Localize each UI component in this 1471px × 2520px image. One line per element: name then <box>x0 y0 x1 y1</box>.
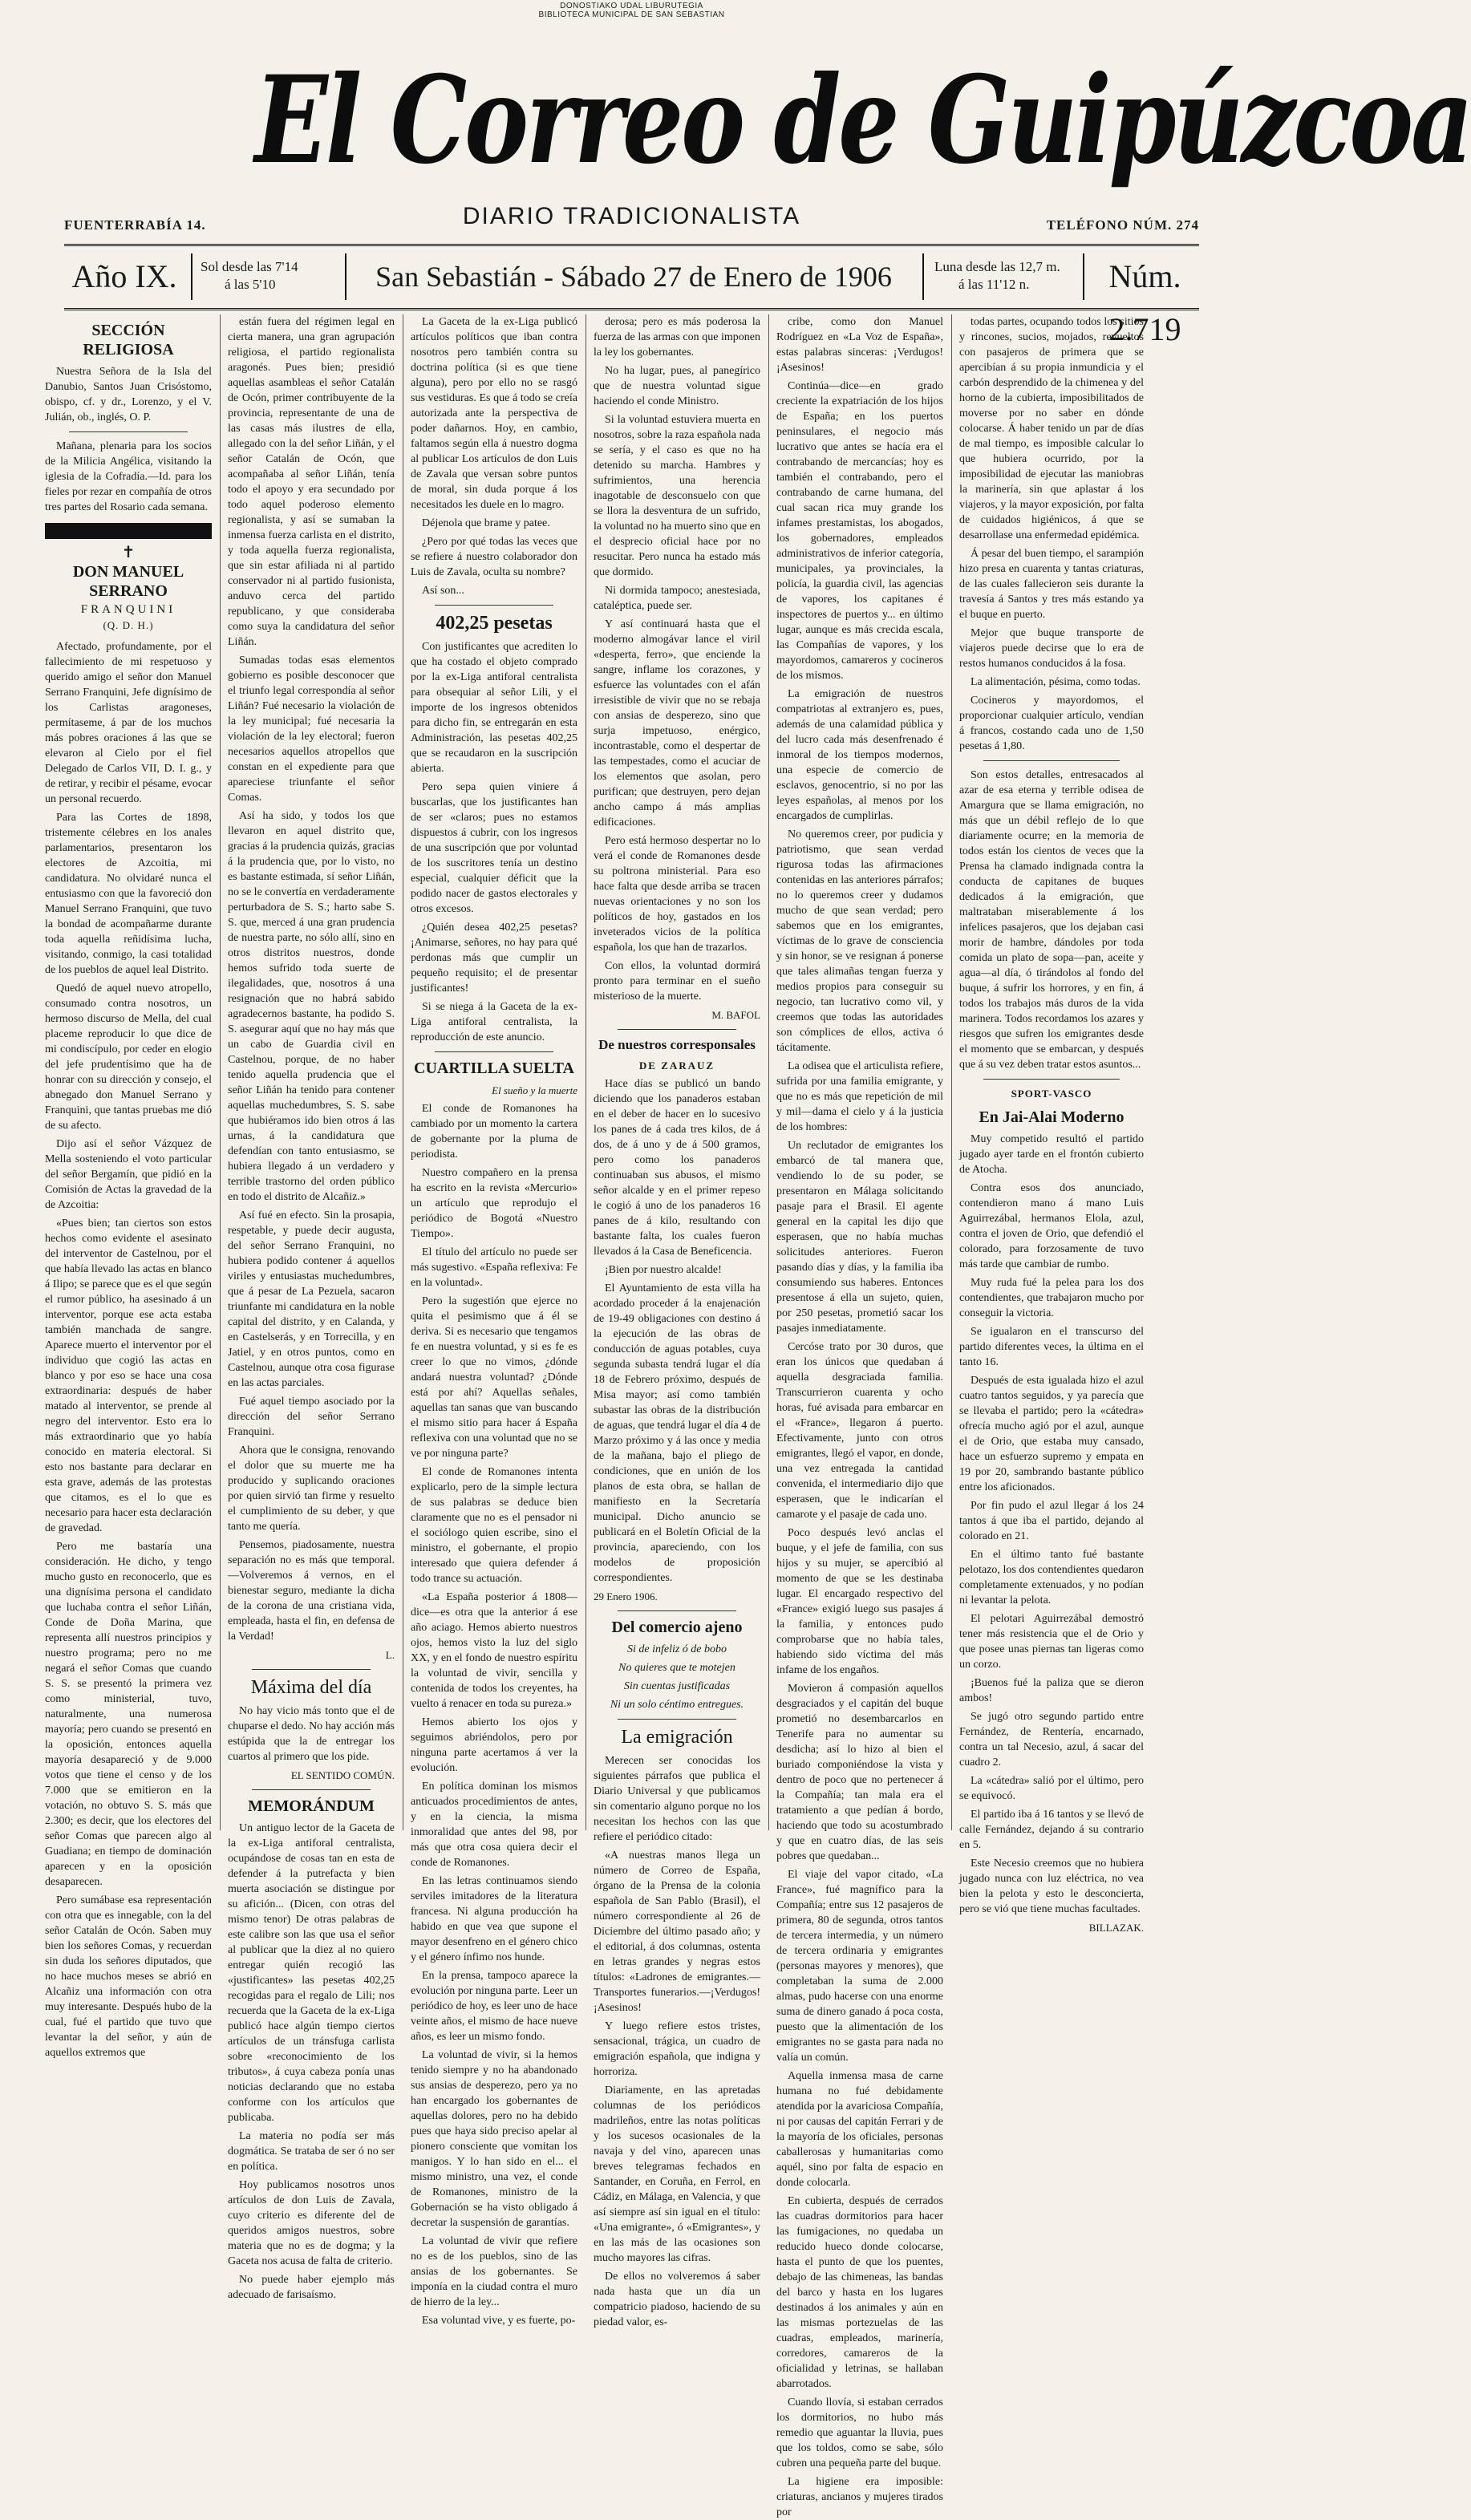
paragraph: La voluntad de vivir, si la hemos tenido siempre y no ha abandonado sus ansias de desperezo, pero ya no han encargado los gobernantes de aquellas dolores, pero no ha debido pues que haya sido preciso apelar al pionero consciente que vomitan los manigos. Y lo han sido en el... el mismo ministro, una vez, el conde de Romanones, ministro de la Gobernación se ha visto obligado á decretar la suspensión de garantías. <box>411 2049 577 2229</box>
archive-stamp-line2: BIBLIOTECA MUNICIPAL DE SAN SEBASTIAN <box>538 10 725 19</box>
column-4 <box>594 314 760 2328</box>
divider <box>345 253 346 300</box>
paragraph: Quedó de aquel nuevo atropello, consumado contra nosotros, un hermoso discurso de Mella, del cual placeme reproducir lo que dice de mi condiscípulo, por ceder en elogio del jefe prudentísimo que ha de honrar con su dirección y consejo, el abnegado don Manuel Serrano y Franquini, que tantas pruebas me dió de su afecto. <box>45 982 212 1132</box>
paragraph: Ahora que le consigna, renovando el dolor que su muerte me ha producido y suplicando oraciones por quien sirvió tan firme y resuelto el cumplimiento de su deber, y que tanto me quería. <box>228 1444 395 1533</box>
year: Año IX. <box>71 258 177 294</box>
archive-stamp <box>0 2 1263 19</box>
column-6 <box>959 314 1144 1934</box>
column-3 <box>411 314 578 2327</box>
paragraph: Hemos abierto los ojos y seguimos abriéndolos, pero por ninguna parte acertamos á ver la evolución. <box>411 1716 577 1774</box>
paragraph: ¡Buenos fué la paliza que se dieron ambos! <box>959 1677 1144 1704</box>
column-5 <box>776 314 943 2518</box>
paragraph: «Pues bien; tan ciertos son estos hechos como evidente el asesinato del interventor de Castelnou, por el que había llevado las actas en blanco á Ilipo; se parece que es el que según el rumor público, ha asesinado á un interventor, porque ese acta estaba también manchada de sangre. Aparece muerto el interventor por el individuo que cogió las actas en blanco y por eso se hace una cosa extraordinaria: después de haber matado al interventor, se prende al negro del interventor. Esto era lo más extraordinario que yo había conocido en materia electoral. Si esto nos bastante para declarar en esta grave, además de las protestas que citamos, es el lo que es necesario para hacer esta declaración de gravedad. <box>45 1217 212 1534</box>
paragraph: Nuestra Señora de la Isla del Danubio, Santos Juan Crisóstomo, obispo, cf. y dr., Lorenzo, y el V. Julián, ob., inglés, O. P. <box>45 366 212 423</box>
separator <box>618 1719 736 1720</box>
paragraph: Aquella inmensa masa de carne humana no fué debidamente atendida por la avariciosa Compañía, ni por causas del capitán Ferrari y de la mayoría de los oficiales, personas caballerosas y humanitarias como aquél, sino por falta de espacio en donde colocarla. <box>776 2070 943 2189</box>
subheading: DE ZARAUZ <box>638 1059 715 1072</box>
paragraph: Pero está hermoso despertar no lo verá el conde de Romanones desde su poltrona ministerial. Para eso hace falta que desde arriba se tracen nuevas orientaciones y no son los políticos de hoy, gastados en los inveterados vicios de la política española, los que han de trazarlos. <box>594 835 760 954</box>
paragraph: No hay vicio más tonto que el de chuparse el dedo. No hay acción más estúpida que la de entregar los cuartos al primero que los pide. <box>228 1705 395 1763</box>
paragraph: Y luego refiere estos tristes, sensacional, trágica, un cuadro de emigración española, que indigna y horroriza. <box>594 2020 760 2078</box>
paragraph: No ha lugar, pues, al panegírico que de nuestra voluntad sigue haciendo el conde Ministro. <box>594 365 760 407</box>
paragraph: Pero la sugestión que ejerce no quita el pesimismo que á él se deriva. Si es necesario que tengamos fe en nuestra voluntad, y si es fe es creer lo que no vimos, ¿dónde andará nuestra voluntad? ¿Dónde está por ahí? Aquellas señales, aquellas tan sanas que van buscando el mismo sitio para hacer á España reflexiva con una voluntad que no se ve por ninguna parte? <box>411 1295 577 1460</box>
paragraph: La alimentación, pésima, como todas. <box>971 676 1141 688</box>
paragraph: No puede haber ejemplo más adecuado de farisaísmo. <box>228 2274 395 2301</box>
paragraph: Y así continuará hasta que el moderno almogávar lance el viril «desperta, ferro», que enciende la sangre, inflame los corazones, y esfuerce las voluntades con el afán irresistible de vivir que no se rebaja con ansias de desperezo, sino que surja impetuoso, enérgico, incontrastable, como el despertar de las tempestades, como el acuciar de los elementos que asolan, pero purifican; que destruyen, pero dejan ancho campo á más amplias edificaciones. <box>594 618 760 829</box>
archive-stamp-line1: DONOSTIAKO UDAL LIBURUTEGIA <box>560 2 703 10</box>
subheading: El sueño y la muerte <box>492 1084 577 1096</box>
masthead-title: El Correo de Guipúzcoa <box>254 50 1471 191</box>
paragraph: Pero me bastaría una consideración. He dicho, y tengo mucho gusto en reconocerlo, que es una dignísima persona el candidato que luchaba contra el señor Liñán, Conde de Doña Marina, que representa allí nuestros principios y nuestro programa; pero no me negará el señor Comas que cuando S. S. se presentó la primera vez como ministerial, tuvo, naturalmente, una numerosa mayoría; pero cuando se presentó en la oposición, entonces aquella mayoría desapareció y de 9.000 votos que tiene el censo y de los 7.000 que se emitieron en la votación, no obtuvo S. S. más que 2.300; es decir, que los electores del señor Comas que parecen algo al Guadiana; en tiempo de dominación aparecen y en la oposición desaparecen. <box>45 1541 212 1888</box>
phone: TELÉFONO NÚM. 274 <box>1046 217 1199 233</box>
paragraph: La «cátedra» salió por el último, pero se equivocó. <box>959 1775 1144 1802</box>
separator <box>618 1029 736 1030</box>
paragraph: Pensemos, piadosamente, nuestra separación no es más que temporal.—Volveremos á vernos, en el bienestar seguro, mediante la dicha de la corona de una cristiana vida, empleada, hasta el fin, en defensa de la Verdad! <box>228 1539 395 1643</box>
paragraph: Afectado, profundamente, por el fallecimiento de mi respetuoso y querido amigo el señor don Manuel Serrano Franquini, Jefe dignísimo de los Carlistas aragoneses, permítaseme, á par de los muchos más pobres oraciones á las que se elevaron al Cielo por el fiel Delegado de Carlos VII, D. I. g., y de retirar, y recibir el pésame, evocar un personal recuerdo. <box>45 641 212 805</box>
top-rule <box>64 244 1199 246</box>
paragraph: Así ha sido, y todos los que llevaron en aquel distrito que, gracias á la prudencia quizás, gracias á la prudencia que, por lo visto, no es bastante estimada, sí señor Liñán, no se le convertía en verdaderamente perturbadora de S. S.; harto sabe S. S. que, merced á una gran prudencia de nuestra parte, no sólo allí, sino en otros distritos nuestros, donde hemos sufrido toda suerte de ilegalidades, que, nosotros á una resignación que no habrá sabido agradecernos bastante, ha podido S. S. asegurar aquí que no hay más que un cabo de Guardia civil en Castelnou, porque, de no haber tenido aquella prudencia que el señor Liñán ha tenido para contener aquellas muchedumbres, S. S. sabe que hubiéramos ido bien otros á las urnas, á la candidatura que defendían con tanto entusiasmo, se hubiera llegado á un verdadero y terrible trastorno del orden público en todo el distrito de Alcañiz.» <box>228 810 395 1203</box>
paragraph: Merecen ser conocidas los siguientes párrafos que publica el Diario Universal y que publicamos sin comentario alguno porque no los necesitan los hechos con las que refiere el periódico citado: <box>594 1755 760 1843</box>
paragraph: Por fin pudo el azul llegar á los 24 tantos á que iba el partido, dejando al colorado en 21. <box>959 1500 1144 1542</box>
section-heading-religion: SECCIÓN RELIGIOSA <box>83 322 174 359</box>
paragraph: En las letras continuamos siendo serviles imitadores de la literatura francesa. Ni alguna producción ha habido en que vea que supone el mayor desenfreno en el género chico y el género ínfimo nos hunde. <box>411 1875 577 1963</box>
separator <box>983 1079 1120 1080</box>
paragraph: Este Necesio creemos que no hubiera jugado nunca con luz eléctrica, no vea bien la pelota y esto le desconcierta, pero se vió que tiene muchas facultades. <box>959 1858 1144 1915</box>
dateline-small: 29 Enero 1906. <box>594 1590 658 1602</box>
paragraph: Se igualaron en el transcurso del partido diferentes veces, la última en el tanto 16. <box>959 1326 1144 1368</box>
heading-corresponsales: De nuestros corresponsales <box>598 1037 756 1052</box>
obituary-rip: (Q. D. H.) <box>103 619 154 631</box>
heading-maxima: Máxima del día <box>250 1677 372 1698</box>
paragraph: El partido iba á 16 tantos y se llevó de calle Fernández, dejando á su contrario en 5. <box>959 1809 1144 1851</box>
paragraph: Poco después levó anclas el buque, y el jefe de familia, con sus hijos y su mujer, se apercibió al momento de que se les destinaba lugar. El encargado respectivo del «France» exigió luego sus pasajes á la familia, y entonces pudo comprobarse que no había tales, habiendo sido víctima del más infame de los engaños. <box>776 1527 943 1676</box>
paragraph: Con justificantes que acrediten lo que ha costado el objeto comprado por la ex-Liga antiforal centralista para obsequiar al señor Lili, y el importe de los ingresos obtenidos para dicho fin, se entregarán en esta Administración, las pesetas 402,25 que se recaudaron en la suscripción abierta. <box>411 641 577 775</box>
verse-line: Ni un solo céntimo entregues. <box>610 1699 744 1711</box>
paragraph: El conde de Romanones ha cambiado por un momento la cartera de gobernante por la pluma de periodista. <box>411 1103 577 1161</box>
paragraph: Para las Cortes de 1898, tristemente célebres en los anales parlamentarios, presentaron los electores de Azcoitia, mi candidatura. No olvidaré nunca el entusiasmo con que la favoreció don Manuel Serrano Franquini, que tuvo la bondad de acompañarme durante toda aquella reñidísima lucha, visitando, conmigo, la casi totalidad de los pueblos de aquel leal Distrito. <box>45 812 212 976</box>
paragraph: Esa voluntad vive, y es fuerte, po- <box>422 2315 576 2327</box>
paragraph: Así fué en efecto. Sin la prosapia, respetable, y puede decir augusta, del señor Serrano Franquini, no hubiera podido contener á aquellos viriles y entusiastas muchedumbres, que á pesar de La Pezuela, sacaron triunfante mi candidatura en la noble capital del distrito, y en Calanda, y en Castelserás, y en Torrecilla, y en Jatiel, y en otros puntos, como en Castelnou, aunque otra cosa figurase en las actas parciales. <box>228 1209 395 1389</box>
paragraph: Con ellos, la voluntad dormirá pronto para terminar en el sueño misterioso de la muerte. <box>594 960 760 1003</box>
signature: BILLAZAK. <box>1088 1922 1144 1934</box>
paragraph: El conde de Romanones intenta explicarlo, pero de la simple lectura de sus palabras se deduce bien claramente que no es el pensador ni el sociólogo quien escribe, sino el ministro, el gobernante, el propio interesado que quiera defender á todo trance su actuación. <box>411 1466 577 1585</box>
paragraph: Muy ruda fué la pelea para los dos contendientes, que trabajaron mucho por conseguir la victoria. <box>959 1277 1144 1319</box>
address: FUENTERRABÍA 14. <box>64 217 206 233</box>
divider <box>922 253 924 300</box>
column-rule <box>220 314 221 1830</box>
column-2 <box>228 314 395 2301</box>
paragraph: Hace días se publicó un bando diciendo que los panaderos estaban en el deber de hacer en lo sucesivo los panes de á cada tres kilos, de á dos, de á uno y de á 500 gramos, pero como los panaderos continuaban sus abusos, el mismo señor alcalde y en el primer repeso le cogió á uno de los panaderos 16 panes de á kilo, resultando con bastante falta, los cuales fueron llevados á la Casa de Beneficencia. <box>594 1078 760 1258</box>
paragraph: El pelotari Aguirrezábal demostró tener más resistencia que el de Orio y que posee unas piernas tan ligeras como un corzo. <box>959 1613 1144 1671</box>
obituary-name: DON MANUEL SERRANO <box>72 563 184 600</box>
paragraph: La voluntad de vivir que refiere no es de los pueblos, sino de las ansias de los gobernantes. Se imponía en la ciudad contra el muro de hierro de la ley... <box>411 2235 577 2308</box>
sun-line2: á las 5'10 <box>225 277 276 292</box>
paragraph: Déjenola que brame y patee. <box>422 517 550 529</box>
section-sport: SPORT-VASCO <box>1011 1088 1092 1100</box>
paragraph: La materia no podía ser más dogmática. Se trataba de ser ó no ser en política. <box>228 2130 395 2173</box>
sun-line1: Sol desde las 7'14 <box>201 259 298 274</box>
column-rule <box>951 314 952 1830</box>
heading-memorandum: MEMORÁNDUM <box>248 1797 375 1815</box>
paragraph: Contra esos dos anunciado, contendieron mano á mano Luis Aguirrezábal, hermanos Elola, azul, contra el joven de Orio, que defendió el colorado, para forzosamente de tuvo más tarde que cambiar de rumbo. <box>959 1182 1144 1270</box>
paragraph: cribe, como don Manuel Rodríguez en «La Voz de España», estas palabras sinceras: ¡Verdugos! ¡Asesinos! <box>776 316 943 374</box>
dateline: San Sebastián - Sábado 27 de Enero de 1906 <box>375 261 892 293</box>
paragraph: Dijo así el señor Vázquez de Mella sosteniendo el voto particular del señor Bergamín, que pidió en la Comisión de Actas la gravedad de la de Azcoitia: <box>45 1138 212 1211</box>
paragraph: Continúa—dice—en grado creciente la expatriación de los hijos de España; en los puertos peninsulares, el negocio más lucrativo que antes se hacía era el contrabando de mercancías; hoy es también el contrabando, pero el contrabando de carne humana, del cual sacan rica muy grande los infames prestamistas, los abogados, los gobernadores, empleados administrativos de inferior categoría, municipales, ya provinciales, la policía, la guardia civil, las agencias de vapores, los capitanes é inspectores de puertos y... en último lugar, aunque es más crecida escala, las Compañías de vapores, y los mayordomos, camareros y cocineros de los mismos. <box>776 380 943 682</box>
paragraph: Un antiguo lector de la Gaceta de la ex-Liga antiforal centralista, ocupándose de cosas tan en esta de defender á la putrefacta y bien muerta asociación se distingue por su afición... (Dicen, con otras del mismo tenor) De otras palabras de este calibre son las que usa el señor al publicar que la diez al no quiero entregar quién recogió las «justificantes» las pesetas 402,25 recogidas para el regalo de Lili; nos recuerda que la Gaceta de la ex-Liga publicó hace algún tiempo ciertos artículos de un tránsfuga carlista sobre «reconocimiento de los tributos», á cuya cabeza ponía unas noticias declarando que no estaba conforme con los artículos que publicaba. <box>228 1822 395 2124</box>
separator <box>435 1051 553 1052</box>
paragraph: Ni dormida tampoco; anestesiada, cataléptica, puede ser. <box>594 585 760 612</box>
verse-line: Si de infeliz ó de bobo <box>626 1643 727 1655</box>
column-rule <box>768 314 769 1830</box>
signature: EL SENTIDO COMÚN. <box>290 1769 395 1781</box>
heading-cuartilla: CUARTILLA SUELTA <box>414 1059 574 1077</box>
paragraph: Movieron á compasión aquellos desgraciados y el capitán del buque prometió no desembarcarlos en Tenerife para no aumentar su desdicha; así lo hizo al bien el buriado componiéndose la vista y dentro de poco que no pertenecer á la Compañía; tan mala era el tratamiento a que pedían á bordo, haciendo que todo su acostumbrado y que en cuatro días, de las seis pobres que quedaban... <box>776 1683 943 1862</box>
paragraph: El título del artículo no puede ser más sugestivo. «España reflexiva: Fe en la voluntad». <box>411 1246 578 1289</box>
separator <box>69 431 188 432</box>
paragraph: Mañana, plenaria para los socios de la Milicia Angélica, visitando la iglesia de la Cofradía.—Id. para los fieles por rezar en compañía de otros tres partes del Rosario cada semana. <box>45 440 212 513</box>
issue-number: Núm. 2.719 <box>1108 258 1181 347</box>
separator <box>435 605 553 606</box>
paragraph: No queremos creer, por pudicia y patriotismo, que sean verdad rigurosa todas las afirmaciones contenidas en las anteriores párrafos; no lo queremos creer y dudamos mucho de que sean verdad; pero sabemos que en los emigrantes, víctimas de lo grave de consciencia y sin honor, se ve resignan á ponerse que tales alimañas tengan fuerza y medios propios para conseguir su negocio, tan lucrativo como vil, y creemos que todas las autoridades son cómplices de ellos, activa ó tácitamente. <box>776 829 943 1054</box>
mourning-band <box>45 523 212 539</box>
paragraph: todas partes, ocupando todos los sitios y rincones, sucios, mojados, revueltos con pasajeros de primera que se apercibían á su propia inmundicia y el carbón desprendido de la chimenea y del horno de la cubierta, imposibilitados de moverse por no saber en dónde colocarse. Á haber tenido un par de días de mal tiempo, es imposible calcular lo que hubiera ocurrido, por la imposibilidad de ejecutar las maniobras la marinería, sin que aplastar á los viajeros, y la mayor exposición, por falta de cuidados higiénicos, á que se desarrollase una enfermedad epidémica. <box>959 316 1144 541</box>
paragraph: Muy competido resultó el partido jugado ayer tarde en el frontón cubierto de Atocha. <box>959 1133 1144 1176</box>
paragraph: El viaje del vapor citado, «La France», fué magnífico para la Compañía; entre sus 12 pasajeros de primera, 80 de segunda, otros tantos de tercera intermedia, y un número de tercera ordinaria y emigrantes (personas mayores y menores), que completaban la suma de 2.000 almas, pudo hacerse con una enorme suma de dinero ganado á poca costa, puesto que la alimentación de los emigrantes no se gasta para nada no valía un común. <box>776 1869 943 2064</box>
paragraph: En cubierta, después de cerrados las cuadras dormitorios para hacer las fumigaciones, no quedaba un reducido hueco donde colocarse, hasta el punto de que los puentes, debajo de las chimeneas, las bandas del barco y hasta en los lugares destinados á los animales y aún en las mismas portezuelas de las cuadras, empleados, marinería, corredores, camareros de la oficialidad y letrinas, se hallaban abarrotados. <box>776 2195 943 2390</box>
paragraph: «A nuestras manos llega un número de Correo de España, órgano de la Prensa de la colonia española de San Pablo (Brasil), el número correspondiente al 26 de Diciembre del último pasado año; y el editorial, á dos columnas, ostenta en letras grandes y negras estos títulos: «Ladrones de emigrantes.—Transportes funerarios.—¡Verdugos! ¡Asesinos! <box>594 1849 760 2014</box>
signature: M. BAFOL <box>711 1009 760 1021</box>
paragraph: Después de esta igualada hizo el azul cuatro tantos seguidos, y ya parecía que se llevaba el partido; pero la «cátedra» ofrecía mucho agió por el azul, aunque el de Orio, que estaba muy cansado, hace un esfuerzo supremo y empata en 19 por 20, sambrando bastante público entre los aficionados. <box>959 1375 1144 1493</box>
paragraph: La emigración de nuestros compatriotas al extranjero es, pues, además de una calamidad pública y del lucro cada más desenfrenado é inmoral de los tiempos modernos, una especie de comercio de esclavos, genocentrio, si no por las leyes españolas, al menos por los encargados de cumplirlas. <box>776 688 943 822</box>
heading-comercio: Del comercio ajeno <box>611 1619 743 1636</box>
heading-jai-alai: En Jai-Alai Moderno <box>979 1108 1125 1126</box>
signature: L. <box>385 1649 395 1661</box>
column-1 <box>45 314 212 2059</box>
paragraph: Se jugó otro segundo partido entre Fernández, de Rentería, encarnado, contra un tal Necesio, azul, á sacar del cuadro 2. <box>959 1711 1144 1768</box>
paragraph: Cuando llovía, si estaban cerrados los dormitorios, no hubo más remedio que aguantar la lluvia, pues que los toldos, como se sabe, sólo cubren una pequeña parte del buque. <box>776 2396 943 2469</box>
paragraph: El Ayuntamiento de esta villa ha acordado proceder á la enajenación de 19-49 obligaciones con destino á la ejecución de las obras de conducción de aguas potables, cuya segunda subasta tendrá lugar el día 18 de Febrero próximo, después de Misa mayor; así como también subastar las obras de la distribución de aguas, que tendrá lugar el día 4 de Marzo próximo y á las once y media de la mañana, bajo el pliego de condiciones, que en unión de los planos de esta obra, se hallan de manifiesto en la Secretaría municipal. Dicho anuncio se publicará en el Boletín Oficial de la provincia, apareciendo, con los modelos de proposición correspondientes. <box>594 1282 760 1584</box>
article-columns <box>45 314 1220 2518</box>
paragraph: Mejor que buque transporte de viajeros puede decirse que lo era de restos humanos conducidos á la fosa. <box>959 627 1144 670</box>
divider <box>1083 253 1084 300</box>
moon-line2: á las 11'12 n. <box>958 277 1030 292</box>
paragraph: En la prensa, tampoco aparece la evolución por ninguna parte. Leer un periódico de hoy, es leer uno de hace veinte años, el mismo de hace nueve años, es leer un mismo fondo. <box>411 1970 577 2043</box>
paragraph: Sumadas todas esas elementos gobierno es posible desconocer que el triunfo legal correspondía al señor Liñán? Fué necesario la violación de la ley municipal; fué necesaria la violación de la ley electoral; fueron necesarios aquellos atropellos que constan en el expediente para que apareciese triunfante el señor Comas. <box>228 654 395 804</box>
paragraph: Cercóse trato por 30 duros, que eran los únicos que quedaban á aquella desgraciada familia. Transcurrieron cuarenta y ocho horas, fué avisada para embarcar en el «France», llegaron á puerto. Efectivamente, junto con otros emigrantes, llegó el vapor, en donde, una vez entregada la cantidad convenida, el intermediario dijo que esperasen, que le indicarían el camarote y el pasaje de cada uno. <box>776 1341 943 1521</box>
paragraph: Nuestro compañero en la prensa ha escrito en la revista «Mercurio» un artículo que reprodujo el periódico de Bogotá «Nuestro Tiempo». <box>411 1167 577 1240</box>
paragraph: Fué aquel tiempo asociado por la dirección del señor Serrano Franquini. <box>228 1396 395 1438</box>
obituary-surname: FRANQUINI <box>80 603 176 616</box>
paragraph: La odisea que el articulista refiere, sufrida por una familia emigrante, y que no es más que repetición de mil y mil—dama el cielo y á la justicia de los hombres: <box>776 1060 943 1133</box>
moon-line1: Luna desde las 12,7 m. <box>934 259 1060 274</box>
paragraph: En el último tanto fué bastante pelotazo, los dos contendientes quedaron completamente extenuados, y no podían ni levantar la pelota. <box>959 1549 1144 1606</box>
paragraph: La Gaceta de la ex-Liga publicó artículos políticos que iban contra nosotros pero también contra su doctrina política (si es que tiene alguna), pero por ello no se rasgó sus vestiduras. Es que á todo se creía autorizada ante la perspectiva de poder dañarnos. Hoy, en cambio, faltamos según ella á nuestro dogma al publicar Los artículos de don Luis de Zavala que versan sobre puntos de moral, sin duda porque á los necesitados les duele en lo magro. <box>411 316 577 511</box>
paragraph: ¡Bien por nuestro alcalde! <box>605 1264 722 1276</box>
separator <box>252 1669 371 1670</box>
paragraph: De ellos no volveremos á saber nada hasta que un día un compatricio piadoso, haciendo de su piedad valor, es- <box>594 2271 760 2328</box>
paragraph: Son estos detalles, entresacados al azar de esa eterna y terrible odisea de Amargura que se llama emigración, no más que un débil reflejo de lo que diariamente ocurre; en la memoria de todos están los cientos de veces que la Prensa ha clamado indignada contra la conducta de capitanes de buques dedicados á la emigración, que maltrataban miserablemente á los infelices pasajeros, que los dejaban casi morir de hambre, dándoles por toda comida un plato de sopa—pan, aceite y agua—al día, ó tirándolos al fondo del buque, á sufrir los horrores, y en fin, á todos los trabajos más duros de la vida marinera. Todos recordamos los azares y riesgos que sufren los emigrantes desde el momento que se embarcan, y después que á su vez deben tratar estos asuntos... <box>959 769 1144 1071</box>
verse-line: No quieres que te motejen <box>618 1662 736 1674</box>
paragraph: Así son... <box>422 585 464 597</box>
paragraph: La higiene era imposible: criaturas, ancianos y mujeres tirados por <box>776 2476 943 2518</box>
paragraph: Pero sepa quien viniere á buscarlas, que los justificantes han de ser «claros; pues no estamos dispuestos á cubrir, con los ingresos de una suscripción que por voluntad de los suscritores tenía un destino especial, cualquier déficit que la podido nacer de gastos electorales y otros excesos. <box>411 781 577 915</box>
paragraph: «La España posterior á 1808—dice—es otra que la anterior á ese año aciago. Hemos abierto nuestros ojos, hemos visto la luz del siglo XX, y en el fondo de nuestro espíritu la voluntad de vivir, sencilla y contenida de todos los creyentes, ha vuelto á renacer en toda su pureza.» <box>411 1591 577 1710</box>
heading-pesetas: 402,25 pesetas <box>436 613 553 634</box>
verse-line: Sin cuentas justificadas <box>623 1680 731 1692</box>
divider <box>191 253 192 300</box>
info-bottom-rule <box>64 308 1199 310</box>
paragraph: Pero sumábase esa representación con otra que es innegable, con la del señor Catalán de Ocón. Saben muy bien los señores Comas, y recuerdan sin duda los señores diputados, que no hace muchos meses se abrió en Alcañiz una información con otra muy interesante. Después hubo de la cual, fué el partido que tuvo que levantar la del señor, y aún de aquellos extremos que <box>45 1894 212 2059</box>
sun-times <box>201 250 337 311</box>
paragraph: ¿Pero por qué todas las veces que se refiere á nuestro colaborador don Luis de Zavala, oculta su nombre? <box>411 536 577 578</box>
paragraph: Si la voluntad estuviera muerta en nosotros, sobre la raza española nada se sería, y el caso es que no ha detenido su marcha. Hambres y sufrimientos, una herencia inagotable de desconsuelo con que se llora la desventura de un sufrido, la voluntad no ha muerto sino que en el desprecio oficial hace por no resucitar. Pero nunca ha estado más que dormido. <box>594 414 760 578</box>
paragraph: Cocineros y mayordomos, el proporcionar cualquier artículo, vendían á francos, costando cada uno de 1,50 pesetas á 1,80. <box>959 695 1144 752</box>
separator <box>252 1789 371 1790</box>
paragraph: Á pesar del buen tiempo, el sarampión hizo presa en cuarenta y tantas criaturas, de las cuales fallecieron seis durante la travesía á Santos y tres más estando ya el buque en puerto. <box>959 548 1144 621</box>
cross-icon: ✝ <box>121 544 136 561</box>
separator <box>618 1610 736 1611</box>
moon-times <box>934 250 1075 311</box>
paragraph: Hoy publicamos nosotros unos artículos de don Luis de Zavala, cuyo criterio es diferente del de queridos amigos nuestros, sobre materia que no es de dogma; y la Gaceta nos acusa de falta de criterio. <box>228 2179 395 2267</box>
subtitle: DIARIO TRADICIONALISTA <box>462 203 801 229</box>
paragraph: derosa; pero es más poderosa la fuerza de las armas con que imponen la ley los gobernantes. <box>594 316 760 359</box>
paragraph: Diariamente, en las apretadas columnas de los periódicos madrileños, entre las notas políticas y los sucesos ocasionales de la navaja y del vino, aparecen unas breves telegramas fechados en Santander, en Coruña, en Ferrol, en Cádiz, en Málaga, en Valencia, y que así siempre así sin igual en el título: «Una emigrante», ó «Emigrantes», y en las más de las ocasiones son mucho mayores las cifras. <box>594 2084 760 2264</box>
paragraph: Un reclutador de emigrantes los embarcó de tal manera que, vendiendo lo de su poder, se presentaron en Málaga solicitando pasaje para el Brasil. El agente general en la capital les dijo que esperasen, que no había muchas solicitudes anteriores. Fueron pasando días y días, y la familia iba consumiendo sus haberes. Entonces presentose á ella un sujeto, quien, por 250 pesetas, prometió sacar los pasajes inmediatamente. <box>776 1140 943 1335</box>
separator <box>983 760 1120 761</box>
paragraph: están fuera del régimen legal en cierta manera, una gran agrupación religiosa, el partido regionalista aragonés. Pues bien; presidió aquellas asambleas el señor Catalán de Ocón, primer contribuyente de la provincia, representante de una de las casas más ilustres de ella, allegado con la del señor Liñán, y el señor Catalán de Ocón, que acompañaba al señor Liñán, tenía todo el apoyo y era secundado por todo aquel poderoso elemento regionalista, y así se sumaban la inmensa fuerza carlista en el distrito, y toda aquella fuerza regionalista, que sin estar afiliada ni al partido conservador ni al partido fusionista, anduvo cerca del partido republicano, y que consideraba como suya la candidatura del señor Liñán. <box>228 316 395 648</box>
paragraph: ¿Quién desea 402,25 pesetas? ¡Animarse, señores, no hay para qué perdonas más que cumplir un pequeño requisito; el de presentar justificantes! <box>411 922 577 995</box>
paragraph: Si se niega á la Gaceta de la ex-Liga antiforal centralista, la reproducción de este anuncio. <box>411 1001 577 1043</box>
subtitle-row <box>64 203 1199 238</box>
heading-emigracion: La emigración <box>621 1727 733 1748</box>
paragraph: En política dominan los mismos anticuados procedimientos de antes, y en la ciencia, la misma inmoralidad que antes del 98, por más que otra cosa quiera decir el conde de Romanones. <box>411 1781 577 1869</box>
